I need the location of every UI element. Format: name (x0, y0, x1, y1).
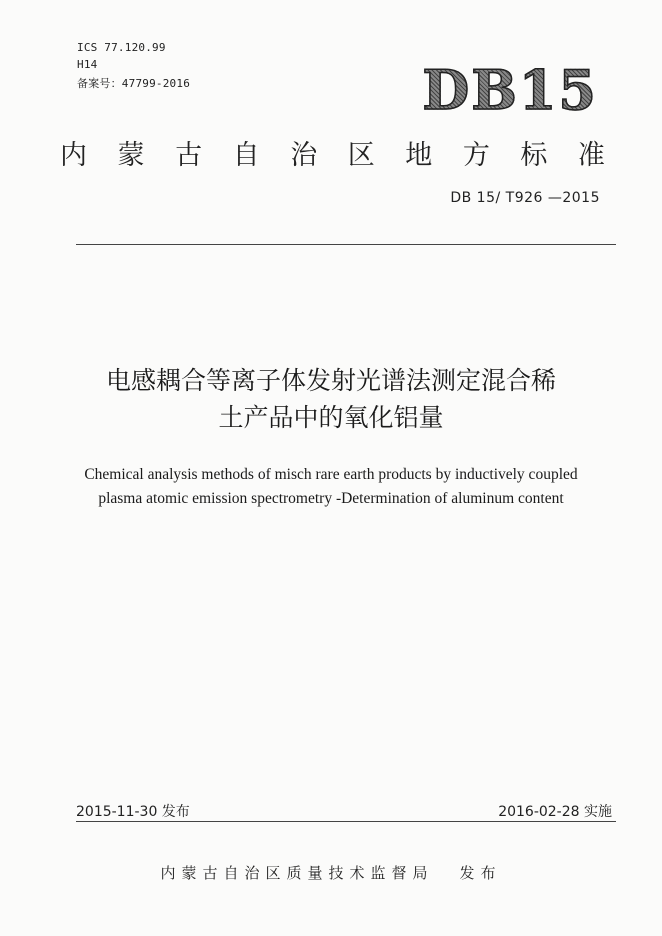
publisher-action: 发布 (459, 864, 502, 882)
chinese-title (0, 362, 662, 436)
chinese-title-line-2: 土产品中的氧化铝量 (218, 403, 444, 432)
standard-type-char: 古 (175, 140, 203, 171)
publisher-line (0, 862, 662, 883)
standard-type-char: 治 (290, 140, 318, 171)
footer-divider (76, 821, 616, 822)
record-number: 备案号：47799-2016 (77, 77, 191, 90)
english-title-line-1: Chemical analysis methods of misch rare earth products by inductively coupled (84, 466, 578, 483)
english-title-line-2: plasma atomic emission spectrometry -Determination of aluminum content (98, 490, 564, 507)
standard-type-char: 标 (520, 140, 548, 171)
publisher-name: 内蒙古自治区质量技术监督局 (160, 864, 434, 882)
standard-type-char: 自 (232, 140, 260, 171)
standard-type-char: 方 (462, 140, 490, 171)
english-title (0, 463, 662, 511)
implementation-date: 2016-02-28 实施 (498, 804, 612, 820)
classification-code: H14 (77, 58, 98, 71)
standard-number: DB 15/ T926 —2015 (450, 190, 600, 206)
standard-type-char: 准 (577, 140, 605, 171)
publish-date: 2015-11-30 发布 (76, 804, 190, 820)
ics-code: ICS 77.120.99 (77, 41, 166, 54)
header-divider (76, 244, 616, 245)
standard-type-char: 内 (60, 140, 87, 171)
standard-type-heading (60, 133, 605, 172)
standard-type-char: 蒙 (117, 140, 145, 171)
standard-type-char: 区 (347, 140, 375, 171)
standard-type-char: 地 (405, 140, 433, 171)
db15-logo: DB15 (422, 58, 598, 122)
chinese-title-line-1: 电感耦合等离子体发射光谱法测定混合稀 (105, 366, 556, 395)
